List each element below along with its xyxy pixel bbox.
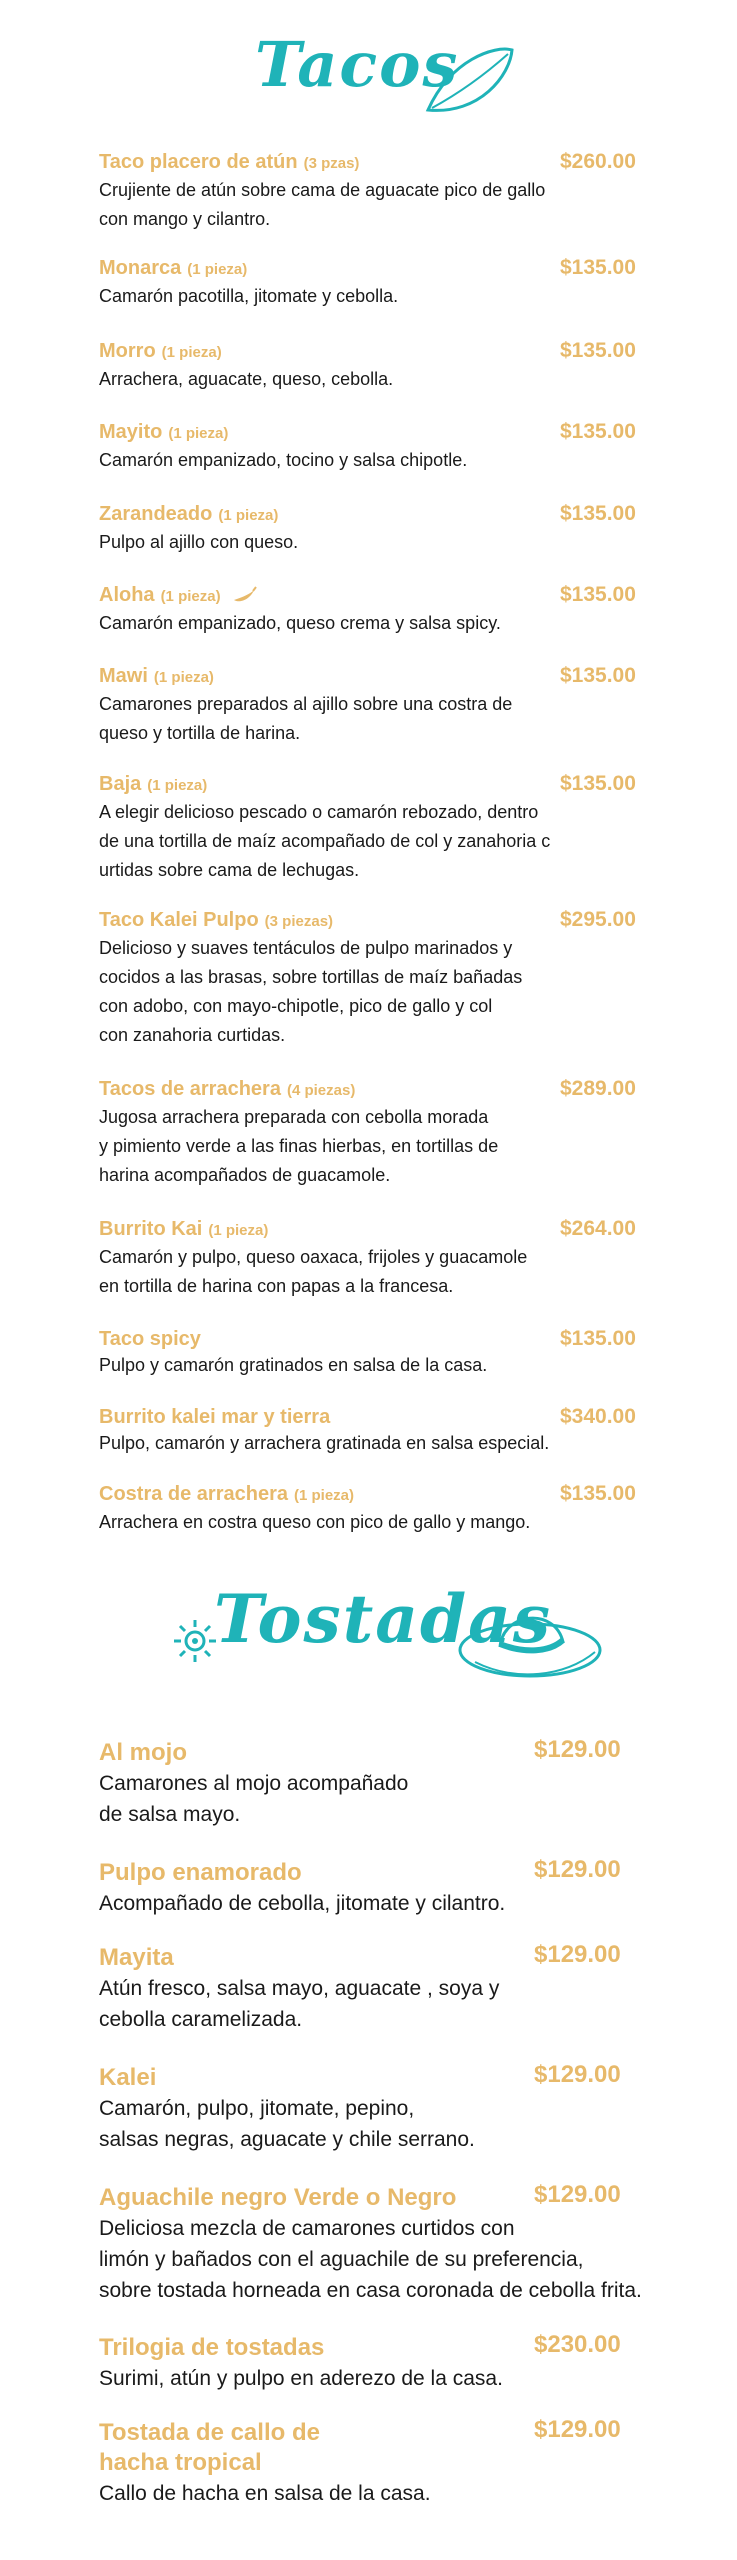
taco-item <box>99 908 522 1050</box>
chili-icon <box>231 586 257 606</box>
tostada-description: Atún fresco, salsa mayo, aguacate , soya y cebolla caramelizada. <box>99 1977 500 2031</box>
taco-quantity: (1 pieza) <box>160 588 221 605</box>
taco-name-line <box>99 502 298 528</box>
taco-price: $135.00 <box>560 502 636 525</box>
tostada-name: Pulpo enamorado <box>99 1859 302 1886</box>
tostada-price: $129.00 <box>534 1856 621 1883</box>
tostada-price: $129.00 <box>534 2061 621 2088</box>
taco-description: A elegir delicioso pescado o camarón rebozado, dentro de una tortilla de maíz acompañado de col y zanahoria c urtidas sobre cama de lechugas. <box>99 802 551 880</box>
taco-name: Burrito Kai <box>99 1218 203 1240</box>
taco-name: Taco placero de atún <box>99 151 298 173</box>
taco-name-line <box>99 1077 498 1103</box>
taco-item <box>99 256 398 311</box>
taco-quantity: (4 piezas) <box>286 1082 356 1099</box>
tostada-description: Deliciosa mezcla de camarones curtidos con limón y bañados con el aguachile de su preferencia, sobre tostada horneada en casa coronada de cebolla frita. <box>99 2217 642 2302</box>
taco-name-line <box>99 420 467 446</box>
tostada-item <box>99 1738 408 1830</box>
taco-price: $135.00 <box>560 420 636 443</box>
taco-price: $135.00 <box>560 1482 636 1505</box>
taco-price: $340.00 <box>560 1405 636 1428</box>
tostada-name: Tostada de callo de hacha tropical <box>99 2419 320 2476</box>
taco-quantity: (1 pieza) <box>208 1222 269 1239</box>
tostada-price: $129.00 <box>534 2181 621 2208</box>
taco-price: $135.00 <box>560 339 636 362</box>
taco-name-line <box>99 1327 487 1351</box>
taco-description: Camarón pacotilla, jitomate y cebolla. <box>99 286 399 306</box>
tostada-item <box>99 1943 499 2035</box>
taco-description: Pulpo, camarón y arrachera gratinada en salsa especial. <box>99 1433 550 1453</box>
taco-name: Baja <box>99 773 142 795</box>
taco-name: Mawi <box>99 665 148 687</box>
taco-description: Arrachera, aguacate, queso, cebolla. <box>99 369 394 389</box>
taco-price: $135.00 <box>560 772 636 795</box>
taco-quantity: (1 pieza) <box>153 669 214 686</box>
taco-item <box>99 583 501 638</box>
taco-quantity: (1 pieza) <box>147 777 208 794</box>
taco-price: $264.00 <box>560 1217 636 1240</box>
taco-quantity: (1 pieza) <box>161 344 222 361</box>
taco-price: $260.00 <box>560 150 636 173</box>
taco-name: Aloha <box>99 584 155 606</box>
tostada-name: Trilogia de tostadas <box>99 2334 325 2361</box>
taco-description: Crujiente de atún sobre cama de aguacate pico de gallo con mango y cilantro. <box>99 180 546 229</box>
tostada-item <box>99 2333 503 2394</box>
tostada-name: Al mojo <box>99 1739 187 1766</box>
taco-name-line <box>99 1405 549 1429</box>
taco-name-line <box>99 150 545 176</box>
taco-item <box>99 502 298 557</box>
taco-item <box>99 1217 527 1301</box>
sun-icon <box>172 1618 218 1664</box>
taco-item <box>99 150 545 234</box>
tostada-description: Acompañado de cebolla, jitomate y cilantro. <box>99 1892 506 1915</box>
taco-item <box>99 664 512 748</box>
taco-description: Camarones preparados al ajillo sobre una costra de queso y tortilla de harina. <box>99 694 513 743</box>
tostada-name: Kalei <box>99 2064 157 2091</box>
taco-name: Tacos de arrachera <box>99 1078 281 1100</box>
taco-price: $289.00 <box>560 1077 636 1100</box>
tostada-name: Mayita <box>99 1944 174 1971</box>
taco-price: $135.00 <box>560 664 636 687</box>
taco-name-line <box>99 772 550 798</box>
taco-name: Costra de arrachera <box>99 1483 288 1505</box>
taco-name-line <box>99 908 522 934</box>
tostada-description: Callo de hacha en salsa de la casa. <box>99 2482 431 2505</box>
taco-name-line <box>99 1217 527 1243</box>
taco-description: Pulpo y camarón gratinados en salsa de la casa. <box>99 1355 488 1375</box>
tostada-price: $129.00 <box>534 2416 621 2443</box>
tacos-section-title: Tacos <box>255 28 460 101</box>
taco-name-line <box>99 1482 530 1508</box>
taco-description: Camarón empanizado, tocino y salsa chipotle. <box>99 450 468 470</box>
taco-description: Camarón empanizado, queso crema y salsa spicy. <box>99 613 501 633</box>
taco-price: $135.00 <box>560 583 636 606</box>
taco-name-line <box>99 256 398 282</box>
taco-item <box>99 772 550 885</box>
taco-quantity: (1 pieza) <box>187 261 248 278</box>
tostada-description: Camarones al mojo acompañado de salsa mayo. <box>99 1772 409 1826</box>
tostada-price: $129.00 <box>534 1941 621 1968</box>
taco-description: Delicioso y suaves tentáculos de pulpo marinados y cocidos a las brasas, sobre tortillas de maíz bañadas con adobo, con mayo-chipotle, pico de gallo y col con zanahoria curtidas. <box>99 938 523 1045</box>
taco-item <box>99 1327 487 1380</box>
taco-description: Arrachera en costra queso con pico de gallo y mango. <box>99 1512 531 1532</box>
taco-name-line <box>99 339 393 365</box>
taco-quantity: (3 pzas) <box>303 155 360 172</box>
taco-item <box>99 420 467 475</box>
taco-description: Camarón y pulpo, queso oaxaca, frijoles y guacamole en tortilla de harina con papas a la francesa. <box>99 1247 528 1296</box>
tostada-price: $129.00 <box>534 1736 621 1763</box>
taco-name: Burrito kalei mar y tierra <box>99 1406 331 1428</box>
taco-quantity: (1 pieza) <box>293 1487 354 1504</box>
sun-hat-icon <box>455 1592 605 1687</box>
tostada-name: Aguachile negro Verde o Negro <box>99 2184 457 2211</box>
taco-description: Jugosa arrachera preparada con cebolla morada y pimiento verde a las finas hierbas, en tortillas de harina acompañados de guacamole. <box>99 1107 499 1185</box>
taco-item <box>99 339 393 394</box>
tostada-description: Surimi, atún y pulpo en aderezo de la casa. <box>99 2367 503 2390</box>
tostada-price: $230.00 <box>534 2331 621 2358</box>
taco-name-line <box>99 664 512 690</box>
tostada-item <box>99 1858 505 1919</box>
taco-price: $295.00 <box>560 908 636 931</box>
taco-item <box>99 1077 498 1190</box>
taco-quantity: (1 pieza) <box>168 425 229 442</box>
taco-name: Monarca <box>99 257 182 279</box>
surfboard-icon <box>420 40 520 130</box>
taco-name: Taco spicy <box>99 1328 201 1350</box>
taco-name: Morro <box>99 340 156 362</box>
taco-name-line <box>99 583 501 609</box>
taco-quantity: (1 pieza) <box>218 507 279 524</box>
tostada-item <box>99 2418 431 2509</box>
tostada-description: Camarón, pulpo, jitomate, pepino, salsas negras, aguacate y chile serrano. <box>99 2097 475 2151</box>
tostadas-section-title: Tostadas <box>214 1580 553 1658</box>
taco-name: Mayito <box>99 421 163 443</box>
taco-name: Zarandeado <box>99 503 213 525</box>
taco-item <box>99 1405 549 1458</box>
taco-item <box>99 1482 530 1537</box>
taco-name: Taco Kalei Pulpo <box>99 909 259 931</box>
taco-price: $135.00 <box>560 256 636 279</box>
tostada-item <box>99 2063 475 2155</box>
taco-quantity: (3 piezas) <box>264 913 334 930</box>
taco-price: $135.00 <box>560 1327 636 1350</box>
taco-description: Pulpo al ajillo con queso. <box>99 532 299 552</box>
